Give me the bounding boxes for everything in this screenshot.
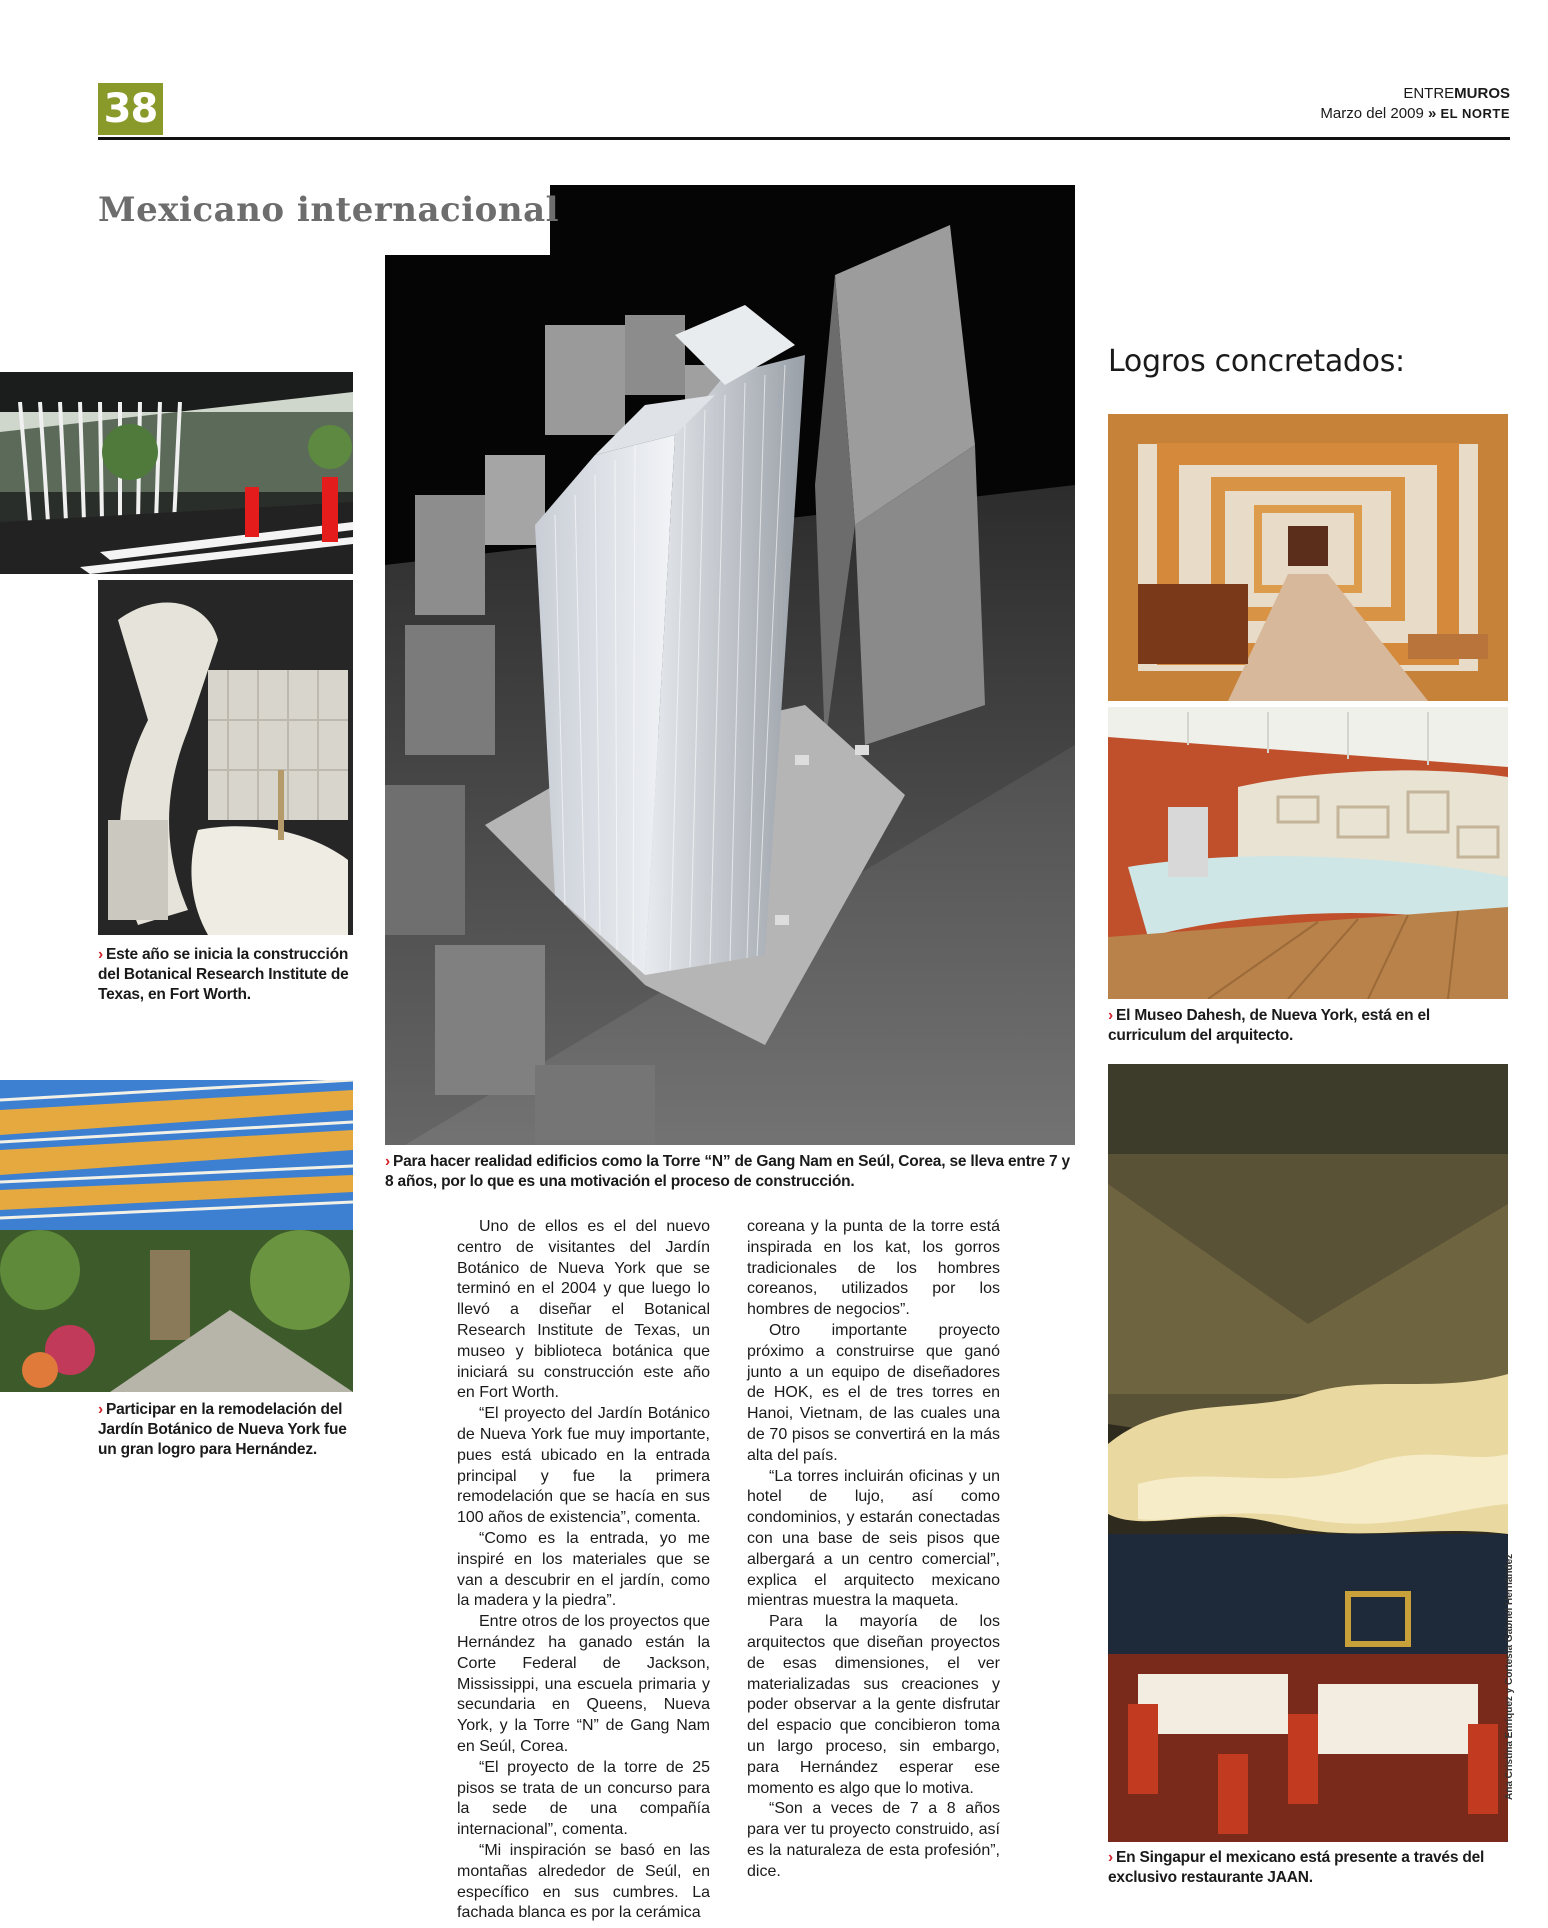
article-paragraph: “Como es la entrada, yo me inspiré en los materiales que se van a descubrir en el jardín, como la madera y la piedra”. xyxy=(457,1529,710,1610)
article-paragraph: Otro importante proyecto próximo a construirse que ganó junto a un equipo de diseñadores de HOK, es el de tres torres en Hanoi, Vietnam, de las cuales una de 70 pisos se convertirá en la más alta del país. xyxy=(747,1321,1000,1464)
article-paragraph: Entre otros de los proyectos que Hernández ha ganado están la Corte Federal de Jackson, Mississippi, una escuela primaria y secundaria en Queens, Nueva York, y la Torre “N” de Gang Nam en Seúl, Corea. xyxy=(457,1613,710,1755)
header-rule xyxy=(98,137,1510,140)
caption-arrow-icon: › xyxy=(385,1153,390,1170)
jaan-restaurant-illustration xyxy=(1108,1064,1508,1842)
caption-arrow-icon: › xyxy=(1108,1849,1113,1866)
article-paragraph: Uno de ellos es el del nuevo centro de visitantes del Jardín Botánico de Nueva York que se terminó en el 2004 y que luego lo llevó a diseñar el Botanical Research Institute de Texas, un museo y biblioteca botánica que iniciará su construcción este año en Fort Worth. xyxy=(457,1218,710,1402)
article-paragraph: “El proyecto de la torre de 25 pisos se trata de un concurso para la sede de una compañía internacional”, comenta. xyxy=(457,1758,710,1839)
page-title: Mexicano internacional xyxy=(98,190,560,230)
botanical-model-illustration xyxy=(98,580,353,935)
masthead xyxy=(1320,84,1510,124)
issue-line xyxy=(1320,104,1510,124)
botanical-render-illustration xyxy=(0,372,353,574)
separator: » xyxy=(1427,105,1437,122)
issue-date: Marzo del 2009 xyxy=(1320,105,1424,122)
caption-jaan: › En Singapur el mexicano está presente a través del exclusivo restaurante JAAN. xyxy=(1108,1849,1485,1886)
article-column-1 xyxy=(457,1217,710,1924)
torre-n-model-photo xyxy=(385,185,1075,1145)
caption-arrow-icon: › xyxy=(98,1401,103,1418)
section-name: ENTREMUROS xyxy=(1403,85,1510,102)
newspaper-name: EL NORTE xyxy=(1440,106,1510,121)
caption-jardin-botanico: › Participar en la remodelación del Jardín Botánico de Nueva York fue un gran logro para Hernández. xyxy=(98,1401,347,1458)
museo-dahesh-photo xyxy=(1108,707,1508,999)
jardin-botanico-illustration xyxy=(0,1080,353,1392)
corridor-illustration xyxy=(1108,414,1508,701)
caption-arrow-icon: › xyxy=(98,946,103,963)
corridor-photo xyxy=(1108,414,1508,701)
caption-arrow-icon: › xyxy=(1108,1007,1113,1024)
botanical-institute-render-photo xyxy=(0,372,353,574)
article-paragraph-continued: coreana y la punta de la torre está inspirada en los kat, los gorros tradicionales de los hombres coreanos, utilizados por los hombres de negocios”. xyxy=(747,1218,1000,1319)
article-paragraph: “Son a veces de 7 a 8 años para ver tu proyecto construido, así es la naturaleza de esta profesión”, dice. xyxy=(747,1800,1000,1880)
caption-torre-n: › Para hacer realidad edificios como la Torre “N” de Gang Nam en Seúl, Corea, se lleva entre 7 y 8 años, por lo que es una motivación el proceso de construcción. xyxy=(385,1153,1070,1190)
article-column-2 xyxy=(747,1217,1000,1883)
article-paragraph: “El proyecto del Jardín Botánico de Nueva York fue muy importante, pues está ubicado en la entrada principal y fue la primera remodelación que se hacía en sus 100 años de existencia”, comenta. xyxy=(457,1405,710,1527)
article-paragraph: “La torres incluirán oficinas y un hotel de lujo, así como condominios, y estarán conectadas con una base de seis pisos que albergará a un centro comercial”, explica el arquitecto mexicano mientras muestra la maqueta. xyxy=(747,1467,1000,1610)
logros-heading: Logros concretados: xyxy=(1108,344,1405,379)
photo-credit: Ana Cristina Enríquez y Cortesía Gabriel Hernández xyxy=(1504,1553,1515,1800)
botanical-institute-model-photo xyxy=(98,580,353,935)
museo-dahesh-illustration xyxy=(1108,707,1508,999)
caption-botanical-research: › Este año se inicia la construcción del Botanical Research Institute de Texas, en Fort Worth. xyxy=(98,946,349,1003)
jaan-restaurant-photo xyxy=(1108,1064,1508,1842)
page-number: 38 xyxy=(98,83,163,135)
torre-n-illustration xyxy=(385,185,1075,1145)
article-paragraph: “Mi inspiración se basó en las montañas alrededor de Seúl, en específico en sus cumbres. La fachada blanca es por la cerámica xyxy=(457,1841,710,1922)
jardin-botanico-photo xyxy=(0,1080,353,1392)
article-paragraph: Para la mayoría de los arquitectos que diseñan proyectos de esas dimensiones, el ver materializadas sus creaciones y poder observar a la gente disfrutar del espacio que concibieron toma un largo proceso, sin embargo, para Hernández esperar ese momento es algo que lo motiva. xyxy=(747,1613,1000,1797)
caption-museo-dahesh: › El Museo Dahesh, de Nueva York, está en el curriculum del arquitecto. xyxy=(1108,1007,1431,1044)
